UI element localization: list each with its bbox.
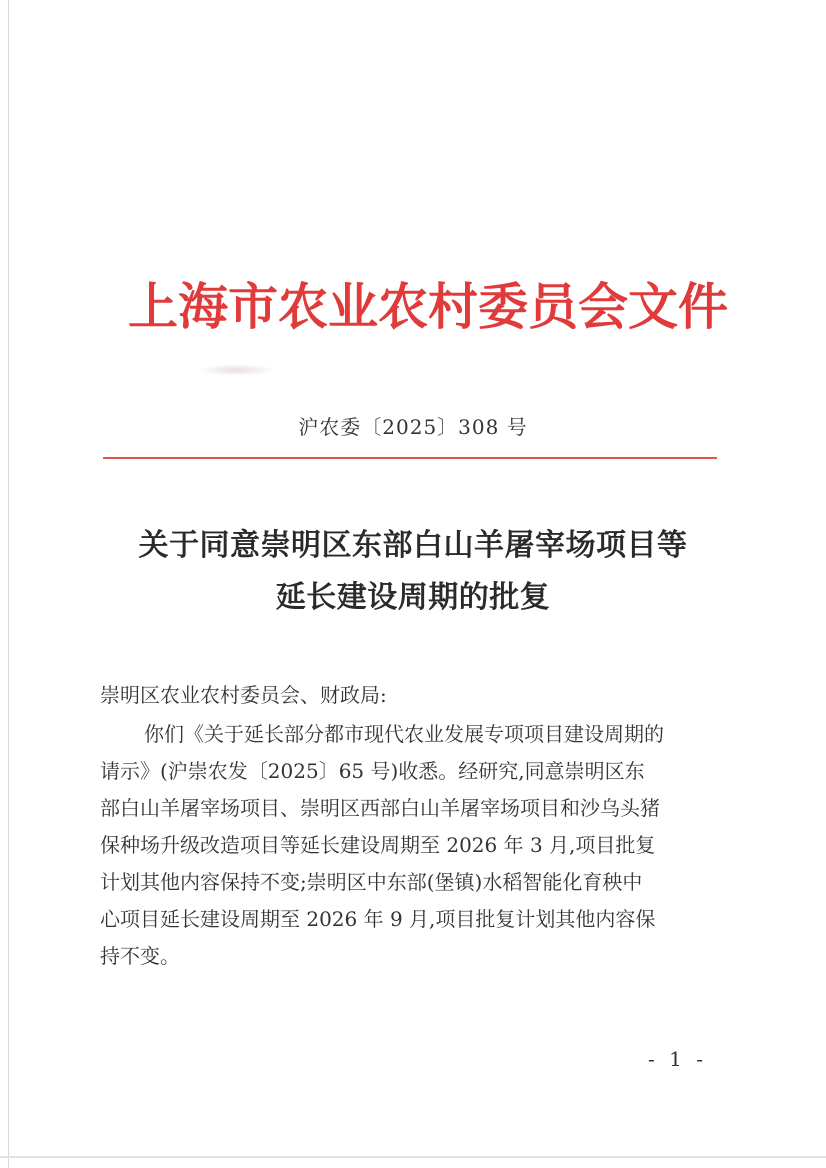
salutation: 崇明区农业农村委员会、财政局:: [100, 683, 387, 707]
masthead-title: 上海市农业农村委员会文件: [128, 277, 728, 336]
scan-smudge: [198, 364, 276, 376]
title-line-1: 关于同意崇明区东部白山羊屠宰场项目等: [138, 528, 688, 563]
title-line-2: 延长建设周期的批复: [275, 580, 551, 615]
body-line: 计划其他内容保持不变;崇明区中东部(堡镇)水稻智能化育秧中: [100, 870, 643, 894]
document-number: 沪农委〔2025〕308 号: [298, 415, 528, 439]
body-line: 请示》(沪崇农发〔2025〕65 号)收悉。经研究,同意崇明区东: [100, 759, 645, 783]
body-line: 持不变。: [100, 944, 180, 968]
document-title: [0, 520, 826, 624]
body-line: 心项目延长建设周期至 2026 年 9 月,项目批复计划其他内容保: [100, 907, 656, 931]
body-line: 你们《关于延长部分都市现代农业发展专项项目建设周期的: [144, 722, 664, 746]
body-paragraph: [100, 716, 716, 975]
page-number: - 1 -: [648, 1047, 707, 1071]
red-divider-line: [103, 457, 717, 459]
body-line: 保种场升级改造项目等延长建设周期至 2026 年 3 月,项目批复: [100, 833, 656, 857]
scan-bottom-edge: [0, 1156, 826, 1158]
body-line: 部白山羊屠宰场项目、崇明区西部白山羊屠宰场项目和沙乌头猪: [100, 796, 660, 820]
